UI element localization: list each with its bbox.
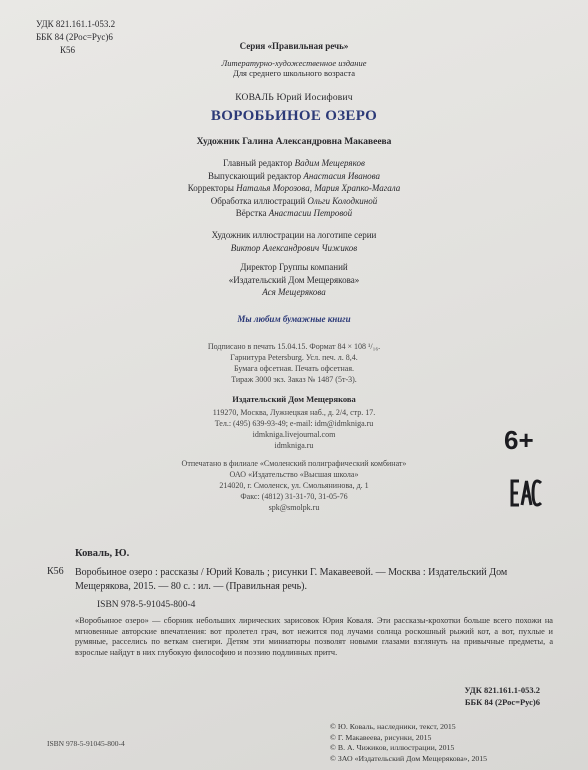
bib-isbn: ISBN 978-5-91045-800-4 <box>97 600 196 610</box>
genre-line: Литературно-художественное издание <box>221 58 367 68</box>
staff-line: Корректоры Наталья Морозова, Мария Храпко-Магала <box>187 183 401 193</box>
director-credit: Директор Группы компаний «Издательский Дом Мещерякова» Ася Мещерякова <box>228 262 360 297</box>
bib-description: Воробьиное озеро : рассказы / Юрий Коваль ; рисунки Г. Макавеевой. — Москва : Издательский Дом Мещерякова, 2015. — 80 с. : ил. — (Правильная речь). <box>75 567 508 592</box>
bib-author: Коваль, Ю. <box>75 548 130 559</box>
staff-line: Обработка иллюстраций Ольги Колодкиной <box>210 195 378 206</box>
copyright-block: © Ю. Коваль, наследники, текст, 2015 © Г. Макавеева, рисунки, 2015 © В. А. Чижиков, иллюстрации, 2015 © ЗАО «Издательский Дом Мещерякова», 2015 <box>330 722 488 763</box>
publisher-name: Издательский Дом Мещерякова <box>232 394 356 404</box>
bottom-classification: УДК 821.161.1-053.2 ББК 84 (2Рос=Рус)6 <box>464 685 540 707</box>
book-artist: Художник Галина Александровна Макавеева <box>196 137 392 147</box>
book-author: КОВАЛЬ Юрий Иосифович <box>235 93 353 103</box>
book-title: ВОРОБЬИНОЕ ОЗЕРО <box>210 108 378 124</box>
audience-line: Для среднего школьного возраста <box>233 68 355 78</box>
annotation: «Воробьиное озеро» — сборник небольших лирических зарисовок Юрия Коваля. Эти рассказы-крохотки больше всего похожи на мгновенные авторские впечатления: вот пролетел грач, вот нежится под лучами солнца роскошный рыжий кот, а вот, пухлые и румяные, расселись по веткам снегири. Детям эти миниатюры позволят новыми глазами взглянуть на привычные предметы, а взрослые найдут в них глубокую философию и поэзию подлинных притч. <box>75 616 553 657</box>
series-name: Серия «Правильная речь» <box>239 41 349 51</box>
bib-author-mark: К56 <box>47 566 64 577</box>
bbk-code: ББК 84 (2Рос=Рус)6 <box>36 32 113 42</box>
logo-artist-credit: Художник иллюстрации на логотипе серии Виктор Александрович Чижиков <box>211 230 377 253</box>
age-rating-badge: 6+ <box>504 425 534 455</box>
isbn-footer: ISBN 978-5-91045-800-4 <box>47 739 125 748</box>
staff-line: Вёрстка Анастасии Петровой <box>235 208 353 218</box>
staff-line: Выпускающий редактор Анастасия Иванова <box>207 170 381 181</box>
printer-info: Отпечатано в филиале «Смоленский полиграфический комбинат» ОАО «Издательство «Высшая школа» 214020, г. Смоленск, ул. Смольянинова, д. 1 Факс: (4812) 31-31-70, 31-05-76 spk@smolpk.ru <box>181 459 407 512</box>
author-mark: К56 <box>60 45 76 55</box>
publisher-address: 119270, Москва, Лужнецкая наб., д. 2/4, стр. 17. Тел.: (495) 639-93-49; e-mail: idm@idmkniga.ru idmkniga.livejournal.com idmkniga.ru <box>212 408 376 450</box>
udk-code: УДК 821.161.1-053.2 <box>36 19 116 29</box>
editorial-staff <box>0 157 588 220</box>
staff-line: Главный редактор Вадим Мещеряков <box>223 158 365 168</box>
publisher-slogan: Мы любим бумажные книги <box>237 314 351 324</box>
print-details: Подписано в печать 15.04.15. Формат 84 × 108 ¹/₁₆. Гарнитура Petersburg. Усл. печ. л. 8,4. Бумага офсетная. Печать офсетная. Тираж 3000 экз. Заказ № 1487 (5т-3). <box>207 342 381 384</box>
